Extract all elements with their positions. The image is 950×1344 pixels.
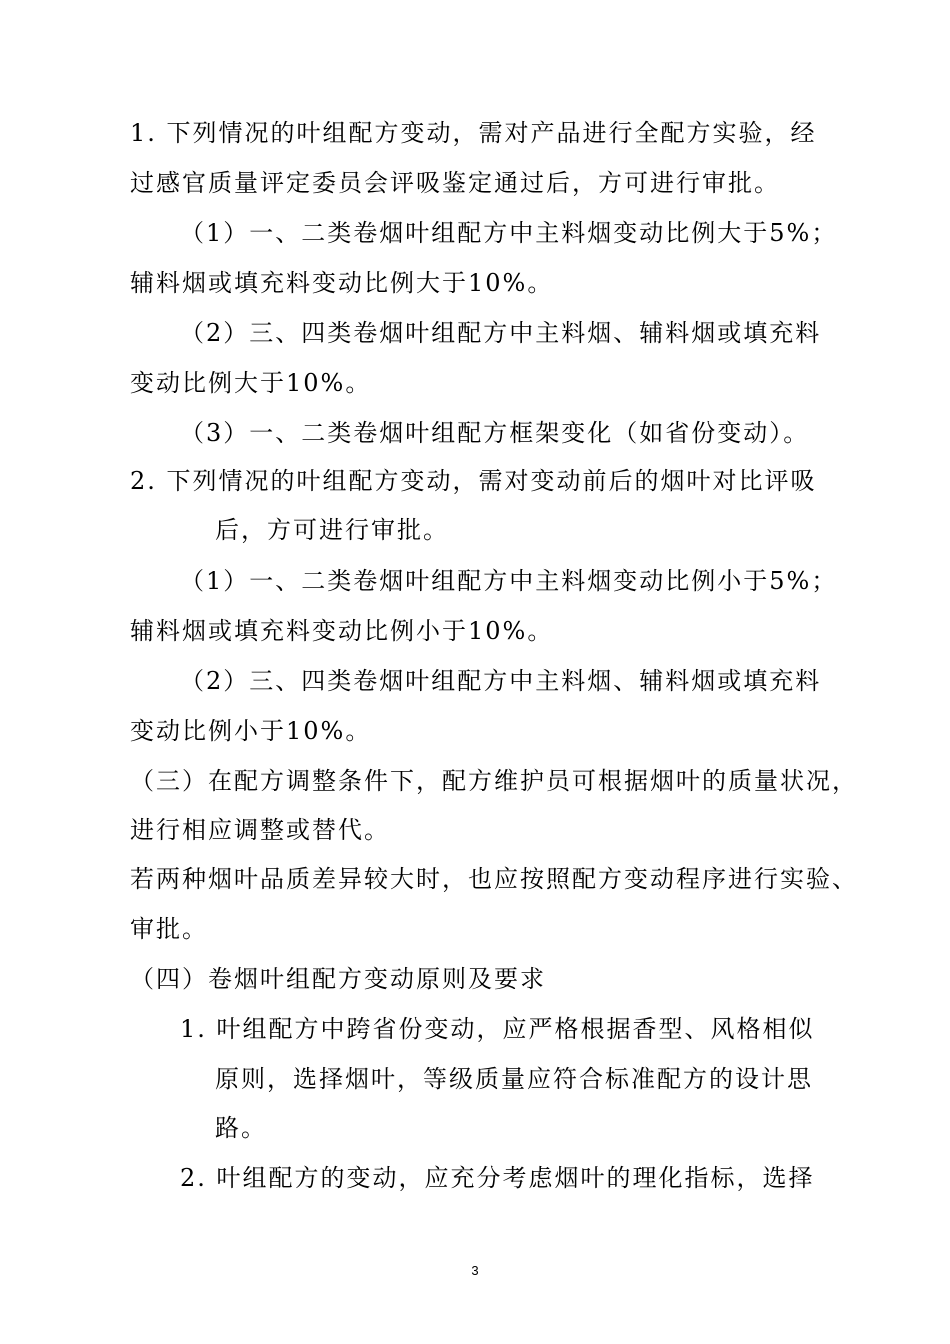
text-line-11: 辅料烟或填充料变动比例小于10%。 [130,617,554,645]
text-line-15: 进行相应调整或替代。 [130,816,390,844]
text-line-12: （2）三、四类卷烟叶组配方中主料烟、辅料烟或填充料 [180,667,822,695]
text-line-5: （2）三、四类卷烟叶组配方中主料烟、辅料烟或填充料 [180,319,822,347]
text-line-22: 2. 叶组配方的变动，应充分考虑烟叶的理化指标，选择 [180,1164,815,1192]
text-line-14: （三）在配方调整条件下，配方维护员可根据烟叶的质量状况， [130,767,858,795]
text-line-9: 后，方可进行审批。 [215,516,449,544]
text-line-4: 辅料烟或填充料变动比例大于10%。 [130,269,554,297]
text-line-8: 2. 下列情况的叶组配方变动，需对变动前后的烟叶对比评吸 [130,467,817,495]
text-line-21: 路。 [215,1114,267,1142]
text-line-16: 若两种烟叶品质差异较大时，也应按照配方变动程序进行实验、 [130,865,858,893]
text-line-3: （1）一、二类卷烟叶组配方中主料烟变动比例大于5%； [180,219,838,247]
text-line-17: 审批。 [130,915,208,943]
text-line-20: 原则，选择烟叶，等级质量应符合标准配方的设计思 [215,1065,813,1093]
page-number: 3 [471,1263,479,1278]
text-line-2: 过感官质量评定委员会评吸鉴定通过后，方可进行审批。 [130,169,780,197]
text-line-13: 变动比例小于10%。 [130,717,372,745]
text-line-1: 1. 下列情况的叶组配方变动，需对产品进行全配方实验，经 [130,119,817,147]
text-line-18: （四）卷烟叶组配方变动原则及要求 [130,965,546,993]
text-line-7: （3）一、二类卷烟叶组配方框架变化（如省份变动）。 [180,419,810,447]
text-line-10: （1）一、二类卷烟叶组配方中主料烟变动比例小于5%； [180,567,838,595]
text-line-19: 1. 叶组配方中跨省份变动，应严格根据香型、风格相似 [180,1015,815,1043]
text-line-6: 变动比例大于10%。 [130,369,372,397]
